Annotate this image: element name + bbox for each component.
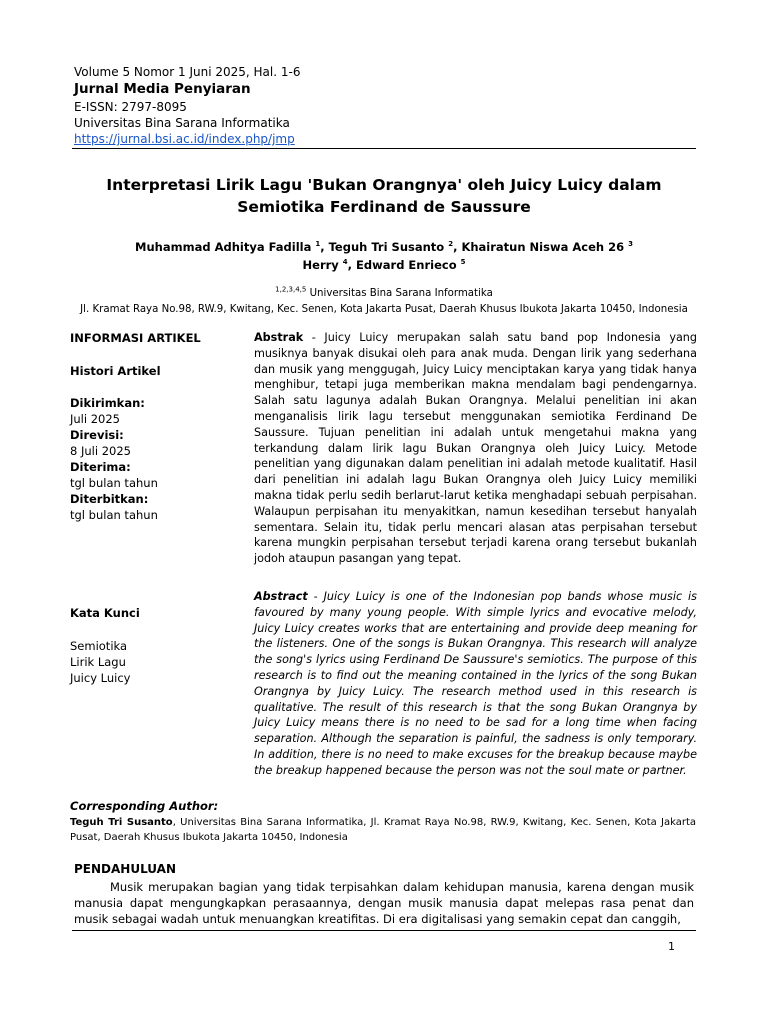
journal-name: Jurnal Media Penyiaran xyxy=(74,81,251,97)
author-list xyxy=(84,238,684,274)
abstract-en-text: - Juicy Luicy is one of the Indonesian pop bands whose music is favoured by many young people. With simple lyrics and evocative melody, Juicy Luicy creates works that are entertaining and provide deep meaning for the listeners. One of the songs is Bukan Orangnya. This research will analyze the song's lyrics using Ferdinand De Saussure's semiotics. The purpose of this research is to find out the meaning contained in the lyrics of the song Bukan Orangnya by Juicy Luicy. The research method used in this research is qualitative. The result of this research is that the song Bukan Orangnya by Juicy Luicy means there is no need to be sad for a long time when facing separation. Although the separation is painful, the sadness is only temporary. In addition, there is no need to make excuses for the breakup because maybe the breakup happened because the person was not the soul mate or partner. xyxy=(254,590,697,777)
keyword-item: Lirik Lagu xyxy=(70,655,126,669)
abstract-english xyxy=(254,589,697,779)
keyword-item: Semiotika xyxy=(70,639,128,653)
corresponding-author-name: Teguh Tri Susanto xyxy=(70,817,173,828)
corresponding-author-details: Teguh Tri Susanto, Universitas Bina Sarana Informatika, Jl. Kramat Raya No.98, RW.9, Kwitang, Kec. Senen, Kota Jakarta Pusat, Daerah Khusus Ibukota Jakarta 10450, Indonesia xyxy=(70,817,696,843)
footer-divider xyxy=(72,930,696,931)
introduction-paragraph: Musik merupakan bagian yang tidak terpisahkan dalam kehidupan manusia, karena dengan musik manusia dapat mengungkapkan perasaannya, dengan musik manusia dapat melepas rasa penat dan musik sebagai wadah untuk menuangkan kreatifitas. Di era digitalisasi yang semakin cepat dan canggih, xyxy=(74,880,694,926)
affiliation-name: $^{1,2,3,4,5}$ Universitas Bina Sarana Informatika xyxy=(275,285,493,299)
paper-title-line-2: Semiotika Ferdinand de Saussure xyxy=(237,198,531,216)
keywords-list xyxy=(70,638,240,686)
published-label: Diterbitkan: xyxy=(70,492,149,506)
article-info-heading: INFORMASI ARTIKEL xyxy=(70,331,201,345)
author-line-2: Herry $^4$, Edward Enrieco $^5$ xyxy=(302,258,466,272)
page-number: 1 xyxy=(668,940,675,953)
revised-value: 8 Juli 2025 xyxy=(70,444,131,458)
abstract-id-label: Abstrak xyxy=(254,331,304,344)
section-heading-introduction: PENDAHULUAN xyxy=(74,862,176,876)
abstract-indonesian xyxy=(254,330,697,567)
volume-line: Volume 5 Nomor 1 Juni 2025, Hal. 1-6 xyxy=(74,65,301,79)
paper-title-line-1: Interpretasi Lirik Lagu 'Bukan Orangnya' oleh Juicy Luicy dalam xyxy=(106,176,662,194)
paper-title xyxy=(84,174,684,218)
affiliation-address: Jl. Kramat Raya No.98, RW.9, Kwitang, Kec. Senen, Kota Jakarta Pusat, Daerah Khusus Ibukota Jakarta 10450, Indonesia xyxy=(80,304,688,315)
revised-label: Direvisi: xyxy=(70,428,124,442)
publisher-university: Universitas Bina Sarana Informatika xyxy=(74,116,290,130)
accepted-label: Diterima: xyxy=(70,460,131,474)
abstract-id-text: - Juicy Luicy merupakan salah satu band pop Indonesia yang musiknya banyak disukai oleh para anak muda. Dengan lirik yang sederhana dan musik yang menggugah, Juicy Luicy menciptakan karya yang tidak hanya menghibur, tetapi juga memberikan makna mendalam bagi pendengarnya. Salah satu lagunya adalah Bukan Orangnya. Melalui penelitian ini akan menganalisis lirik lagu tersebut menggunakan semiotika Ferdinand De Saussure. Tujuan penelitian ini adalah untuk mengetahui makna yang terkandung dalam lirik lagu Bukan Orangnya oleh Juicy Luicy. Metode penelitian yang digunakan dalam penelitian ini adalah metode kualitatif. Hasil dari penelitian ini adalah lagu Bukan Orangnya oleh Juicy Luicy memiliki makna tidak perlu sedih berlarut-larut ketika menghadapi sebuah perpisahan. Walaupun perpisahan itu menyakitkan, namun kesedihan tersebut hanyalah sementara. Selain itu, tidak perlu mencari alasan atas perpisahan tersebut karena mungkin perpisahan tersebut terjadi karena orang tersebut bukanlah jodoh ataupun pasangan yang tepat. xyxy=(254,331,697,566)
accepted-value: tgl bulan tahun xyxy=(70,476,158,490)
header-divider xyxy=(72,148,696,149)
eissn: E-ISSN: 2797-8095 xyxy=(74,100,187,114)
corresponding-author-heading: Corresponding Author: xyxy=(70,799,219,813)
keywords-heading: Kata Kunci xyxy=(70,606,140,620)
author-line-1: Muhammad Adhitya Fadilla $^1$, Teguh Tri Susanto $^2$, Khairatun Niswa Aceh 26 $^3$ xyxy=(135,240,633,254)
keyword-item: Juicy Luicy xyxy=(70,671,131,685)
article-history xyxy=(70,395,240,523)
submitted-label: Dikirimkan: xyxy=(70,396,145,410)
submitted-value: Juli 2025 xyxy=(70,412,120,426)
journal-url-link[interactable]: https://jurnal.bsi.ac.id/index.php/jmp xyxy=(74,132,295,146)
published-value: tgl bulan tahun xyxy=(70,508,158,522)
history-heading: Histori Artikel xyxy=(70,364,161,378)
abstract-en-label: Abstract xyxy=(254,590,308,603)
